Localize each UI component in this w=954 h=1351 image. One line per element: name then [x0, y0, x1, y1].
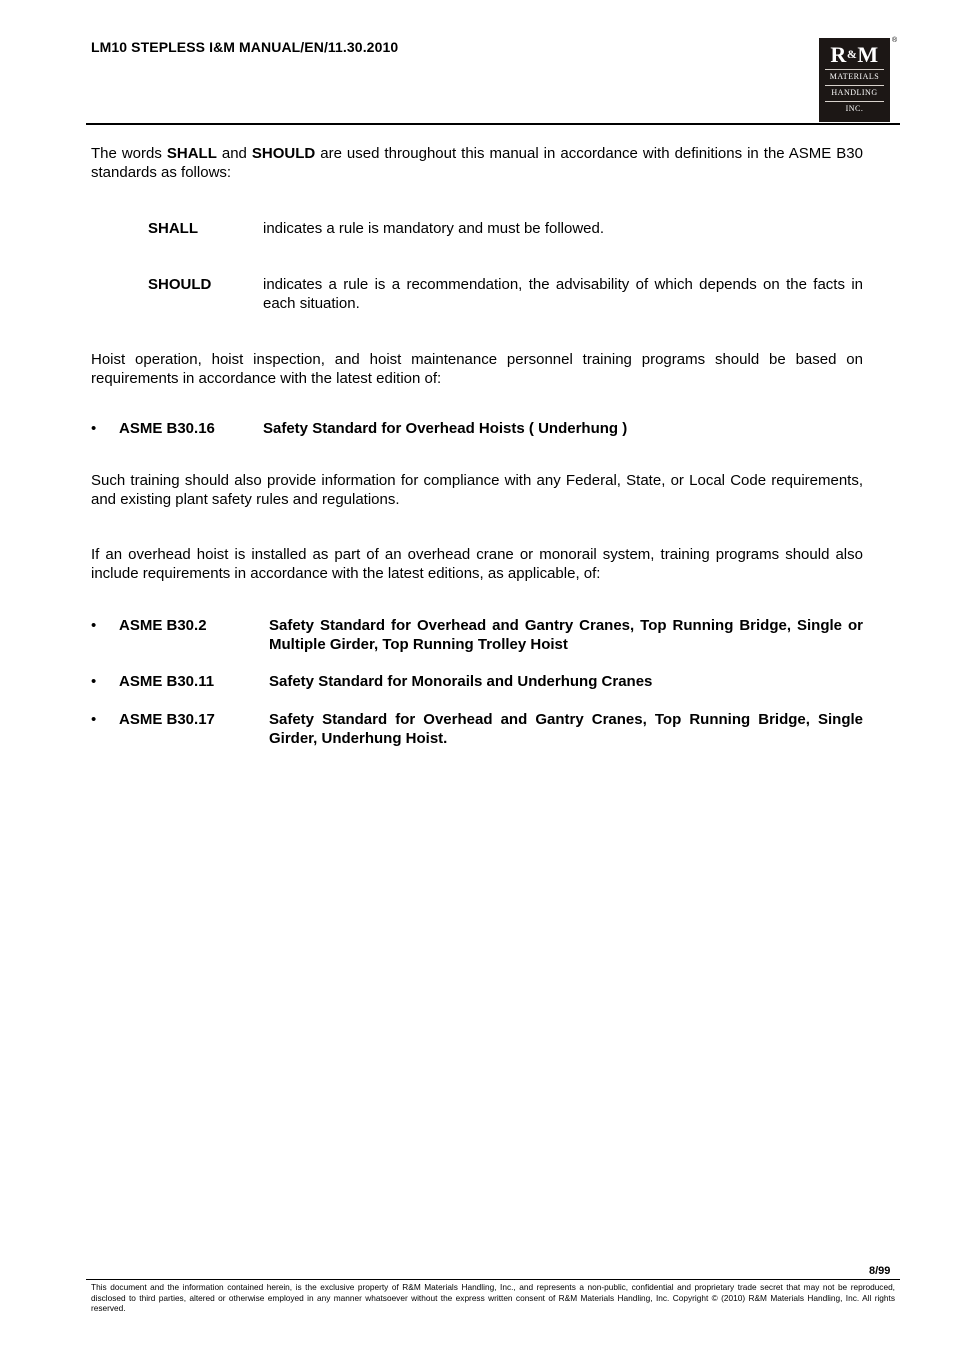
registered-mark: ® [892, 37, 898, 44]
standard-title-b30-2: Safety Standard for Overhead and Gantry Cranes, Top Running Bridge, Single or Multiple Girder, Top Running Trolley Hoist [269, 617, 863, 653]
crane-paragraph: If an overhead hoist is installed as part of an overhead crane or monorail system, training programs should also include requirements in accordance with the latest editions, as applicable, of: [91, 546, 863, 582]
page-number: 8/99 [869, 1265, 891, 1277]
standard-title-b30-16: Safety Standard for Overhead Hoists ( Underhung ) [263, 420, 628, 437]
standard-code-b30-16: ASME B30.16 [119, 420, 215, 437]
training-paragraph: Hoist operation, hoist inspection, and hoist maintenance personnel training programs should be based on requirements in accordance with the latest edition of: [91, 351, 863, 387]
standard-code-b30-11: ASME B30.11 [119, 673, 215, 690]
intro-mid: and [216, 145, 252, 162]
bullet-point: • [91, 711, 97, 728]
standard-title-b30-11: Safety Standard for Monorails and Underhung Cranes [269, 673, 653, 690]
logo-m: M [857, 42, 879, 67]
bullet-point: • [91, 617, 97, 634]
intro-should-keyword: SHOULD [251, 145, 316, 162]
definition-text-shall: indicates a rule is mandatory and must be followed. [263, 220, 605, 237]
definition-text-should: indicates a rule is a recommendation, the advisability of which depends on the facts in each situation. [263, 276, 863, 312]
bullet-point: • [91, 420, 97, 437]
intro-pre: The words [91, 145, 167, 162]
company-logo [819, 38, 890, 122]
standard-title-b30-17: Safety Standard for Overhead and Gantry Cranes, Top Running Bridge, Single Girder, Underhung Hoist. [269, 711, 863, 747]
intro-paragraph [91, 144, 863, 182]
logo-monogram [819, 42, 890, 67]
confidentiality-notice: This document and the information contained herein, is the exclusive property of R&M Materials Handling, Inc., and represents a non-public, confidential and proprietary trade secret that may not be reproduced, disclosed to third parties, altered or otherwise employed in any manner whatsoever without the express written consent of R&M Materials Handling, Inc. Copyright © (2010) R&M Materials Handling, Inc. All rights reserved. [91, 1282, 895, 1313]
intro-shall-keyword: SHALL [166, 145, 217, 162]
definition-term-shall: SHALL [148, 220, 198, 237]
logo-r: R [830, 42, 847, 67]
intro-post: are used throughout this manual in accordance with definitions in the ASME B30 standards as follows: [91, 145, 863, 181]
logo-line-inc: INC. [845, 104, 864, 113]
logo-line-materials: MATERIALS [829, 72, 880, 81]
compliance-paragraph: Such training should also provide information for compliance with any Federal, State, or Local Code requirements, and existing plant safety rules and regulations. [91, 472, 863, 508]
footer-divider [86, 1279, 900, 1280]
bullet-point: • [91, 673, 97, 690]
header-divider [86, 123, 900, 125]
definition-term-should: SHOULD [148, 276, 212, 293]
standard-code-b30-17: ASME B30.17 [119, 711, 215, 728]
standard-code-b30-2: ASME B30.2 [119, 617, 207, 634]
document-header-title: LM10 STEPLESS I&M MANUAL/EN/11.30.2010 [91, 39, 399, 55]
logo-line-handling: HANDLING [831, 88, 878, 97]
logo-ampersand: & [846, 47, 858, 61]
